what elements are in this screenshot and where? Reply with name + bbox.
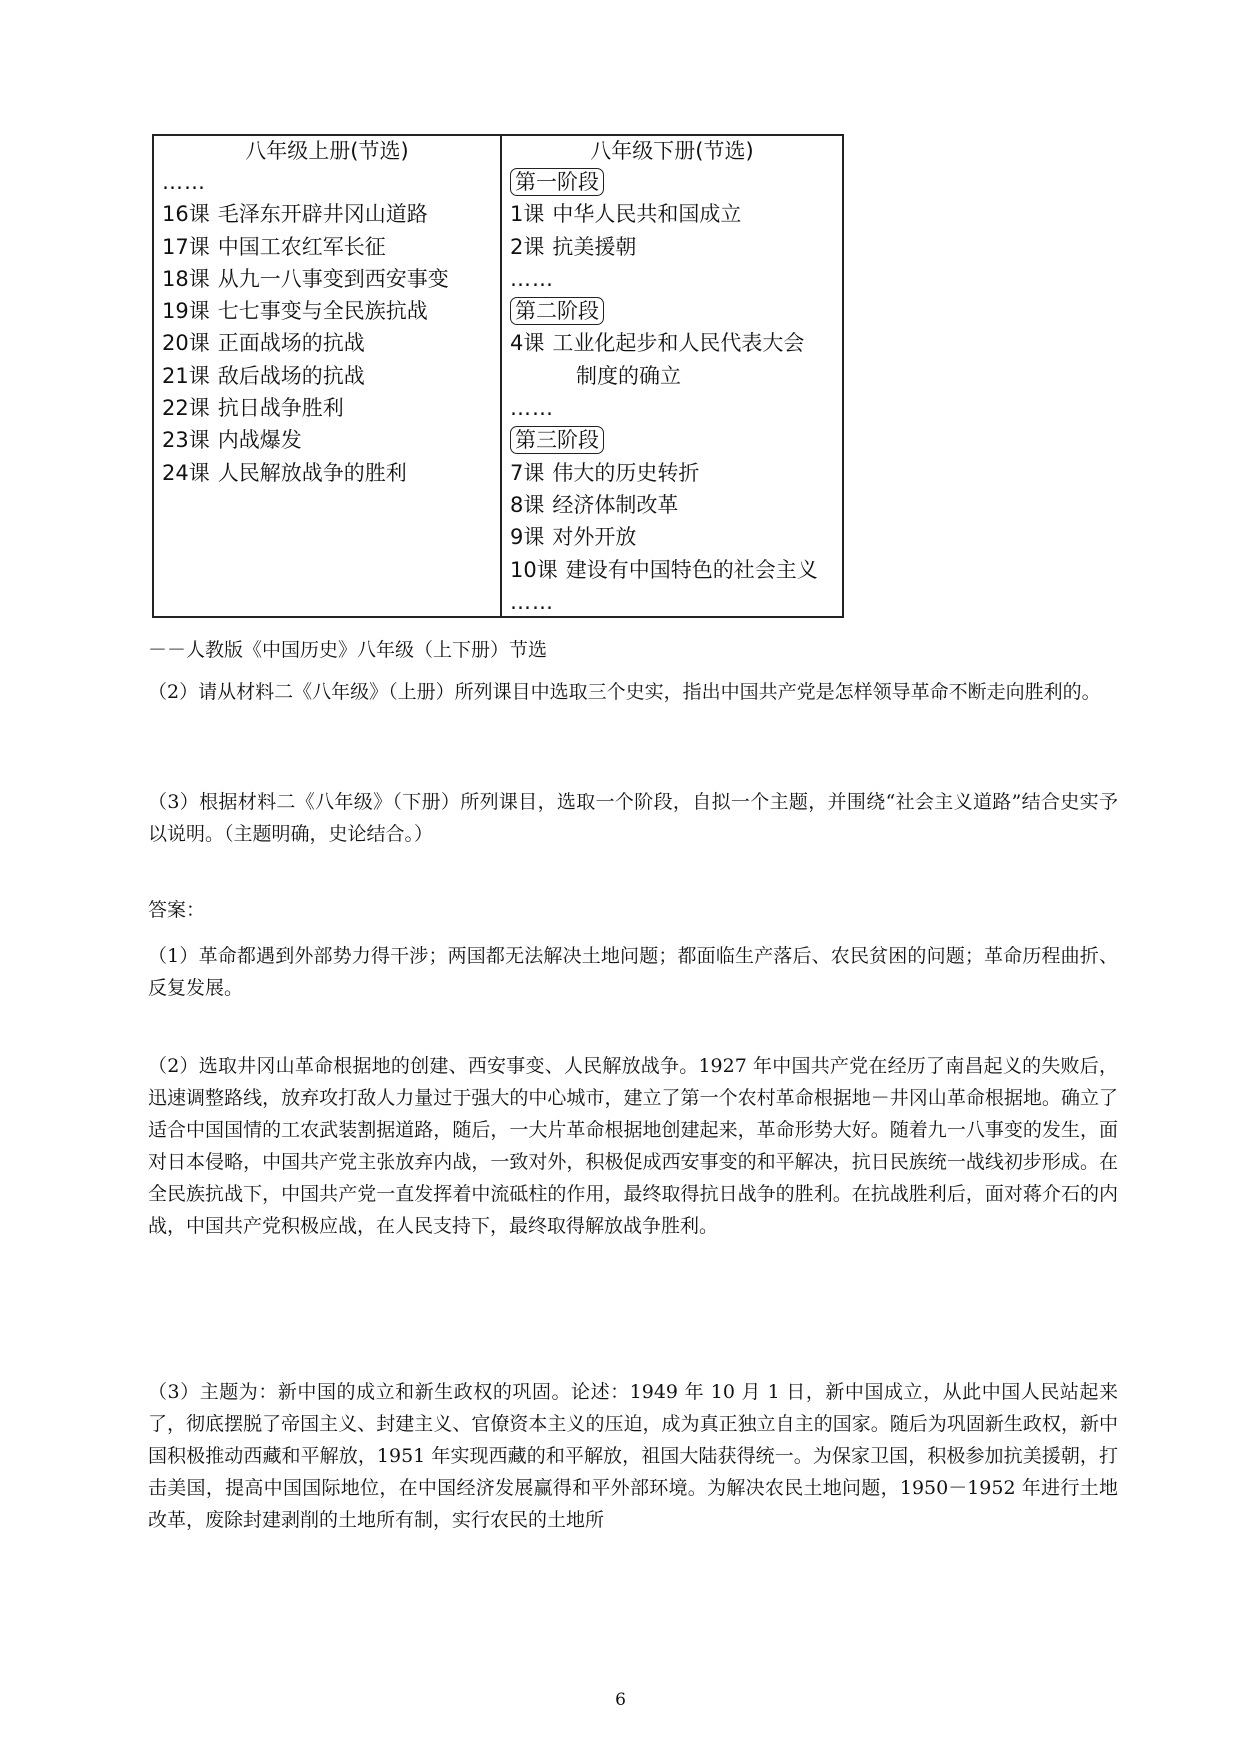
lesson-title: 敌后战场的抗战 bbox=[217, 363, 365, 388]
left-column-header: 八年级上册(节选) bbox=[245, 139, 409, 163]
lesson-number: 24课 bbox=[162, 460, 210, 485]
lesson-row bbox=[162, 392, 496, 424]
lesson-row bbox=[162, 424, 496, 456]
lesson-number: 16课 bbox=[162, 202, 210, 227]
lesson-number: 2课 bbox=[510, 234, 545, 259]
lesson-number: 22课 bbox=[162, 396, 210, 421]
lesson-number: 19课 bbox=[162, 299, 210, 324]
left-lesson-list bbox=[162, 166, 496, 489]
ellipsis: …… bbox=[510, 396, 554, 421]
lesson-title: 建设有中国特色的社会主义 bbox=[565, 557, 818, 582]
lesson-number: 17课 bbox=[162, 234, 210, 259]
lesson-row bbox=[510, 521, 838, 553]
lesson-row bbox=[162, 263, 496, 295]
lesson-row bbox=[162, 327, 496, 359]
lesson-title: 伟大的历史转折 bbox=[552, 460, 700, 485]
lesson-number: 18课 bbox=[162, 266, 210, 291]
lesson-title: 毛泽东开辟井冈山道路 bbox=[217, 202, 428, 227]
lesson-title: 人民解放战争的胜利 bbox=[217, 460, 407, 485]
lesson-title: 工业化起步和人民代表大会 bbox=[552, 331, 805, 356]
ellipsis-row bbox=[510, 392, 838, 424]
paragraph: （3）根据材料二《八年级》（下册）所列课目，选取一个阶段，自拟一个主题，并围绕“社会主义道路”结合史实予以说明。（主题明确，史论结合。） bbox=[148, 791, 1118, 845]
lesson-row bbox=[162, 198, 496, 230]
stage-label: 第一阶段 bbox=[510, 168, 604, 196]
paragraph: （3）主题为：新中国的成立和新生政权的巩固。论述：1949 年 10 月 1 日，新中国成立，从此中国人民站起来了，彻底摆脱了帝国主义、封建主义、官僚资本主义的压迫，成为真正独立自主的国家。随后为巩固新生政权，新中国积极推动西藏和平解放，1951 年实现西藏的和平解放，祖国大陆获得统一。为保家卫国，积极参加抗美援朝，打击美国，提高中国国际地位，在中国经济发展赢得和平外部环境。为解决农民土地问题，1950－1952 年进行土地改革，废除封建剥削的土地所有制，实行农民的土地所 bbox=[148, 1381, 1118, 1531]
ellipsis: …… bbox=[162, 170, 206, 194]
right-column-header: 八年级下册(节选) bbox=[590, 139, 754, 163]
lesson-number: 4课 bbox=[510, 331, 545, 356]
right-lesson-list bbox=[510, 166, 838, 618]
stage-heading-row bbox=[510, 166, 838, 198]
lesson-title: 中国工农红军长征 bbox=[217, 234, 386, 259]
stage-heading-row bbox=[510, 424, 838, 456]
ellipsis-row bbox=[510, 263, 838, 295]
lesson-title-continuation: 制度的确立 bbox=[576, 363, 681, 388]
lesson-row bbox=[510, 489, 838, 521]
grade8-upper-column bbox=[154, 136, 502, 616]
answer-heading: 答案： bbox=[148, 899, 206, 921]
lesson-title: 正面战场的抗战 bbox=[217, 331, 365, 356]
lesson-number: 21课 bbox=[162, 363, 210, 388]
stage-label: 第三阶段 bbox=[510, 426, 604, 454]
stage-label: 第二阶段 bbox=[510, 297, 604, 325]
lesson-number: 23课 bbox=[162, 428, 210, 453]
lesson-number: 9课 bbox=[510, 525, 545, 550]
ellipsis: …… bbox=[510, 589, 554, 614]
lesson-number: 1课 bbox=[510, 202, 545, 227]
ellipsis: …… bbox=[510, 266, 554, 291]
paragraph: （1）革命都遇到外部势力得干涉；两国都无法解决土地问题；都面临生产落后、农民贫困的问题；革命历程曲折、反复发展。 bbox=[148, 945, 1118, 999]
stage-heading-row bbox=[510, 295, 838, 327]
paragraph: （2）选取井冈山革命根据地的创建、西安事变、人民解放战争。1927 年中国共产党在经历了南昌起义的失败后，迅速调整路线，放弃攻打敌人力量过于强大的中心城市，建立了第一个农村革命根据地－井冈山革命根据地。确立了适合中国国情的工农武装割据道路，随后，一大片革命根据地创建起来，革命形势大好。随着九一八事变的发生，面对日本侵略，中国共产党主张放弃内战，一致对外，积极促成西安事变的和平解决，抗日民族统一战线初步形成。在全民族抗战下，中国共产党一直发挥着中流砥柱的作用，最终取得抗日战争的胜利。在抗战胜利后，面对蒋介石的内战，中国共产党积极应战，在人民支持下，最终取得解放战争胜利。 bbox=[148, 1055, 1118, 1237]
lesson-row bbox=[510, 327, 838, 359]
lesson-title: 抗日战争胜利 bbox=[217, 396, 344, 421]
lesson-number: 20课 bbox=[162, 331, 210, 356]
lesson-row bbox=[510, 231, 838, 263]
lesson-title: 中华人民共和国成立 bbox=[552, 202, 742, 227]
lesson-row bbox=[162, 166, 496, 198]
ellipsis-row bbox=[510, 586, 838, 618]
paragraph: （2）请从材料二《八年级》（上册）所列课目中选取三个史实，指出中国共产党是怎样领导革命不断走向胜利的。 bbox=[148, 681, 1101, 703]
lesson-row bbox=[510, 554, 838, 586]
lesson-title: 内战爆发 bbox=[217, 428, 302, 453]
grade8-lower-column bbox=[502, 136, 842, 616]
lesson-number: 10课 bbox=[510, 557, 558, 582]
lesson-row bbox=[162, 360, 496, 392]
lesson-row bbox=[162, 295, 496, 327]
lesson-title: 对外开放 bbox=[552, 525, 637, 550]
syllabus-table bbox=[152, 134, 844, 618]
source-line: －－人教版《中国历史》八年级（上下册）节选 bbox=[148, 639, 548, 661]
lesson-title: 从九一八事变到西安事变 bbox=[217, 266, 449, 291]
lesson-row bbox=[162, 457, 496, 489]
lesson-row bbox=[162, 231, 496, 263]
lesson-row bbox=[510, 198, 838, 230]
lesson-title: 七七事变与全民族抗战 bbox=[217, 299, 428, 324]
lesson-number: 7课 bbox=[510, 460, 545, 485]
lesson-title: 经济体制改革 bbox=[552, 492, 679, 517]
lesson-row bbox=[510, 457, 838, 489]
lesson-number: 8课 bbox=[510, 492, 545, 517]
page-number: 6 bbox=[615, 1690, 626, 1710]
lesson-title: 抗美援朝 bbox=[552, 234, 637, 259]
